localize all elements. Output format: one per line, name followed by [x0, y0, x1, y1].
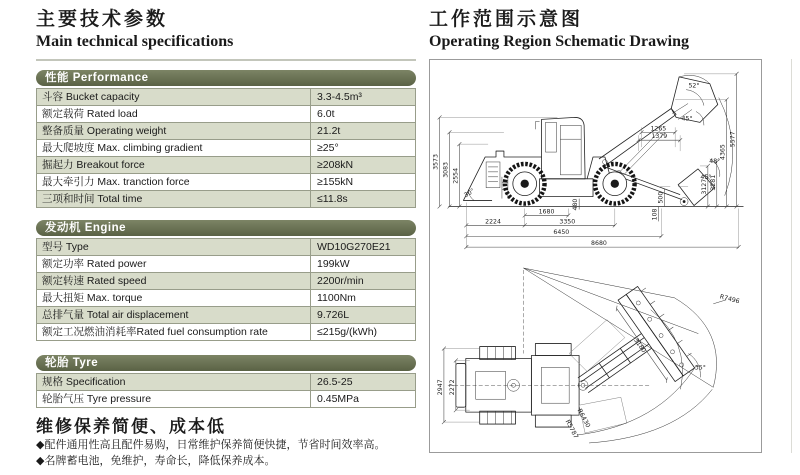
spec-value: WD10G270E21: [317, 241, 391, 253]
page-edge-line: [791, 59, 792, 453]
spec-label: 掘起力 Breakout force: [37, 157, 311, 173]
specs-column: [36, 8, 416, 469]
table-row: [37, 256, 415, 273]
dim-label: 8680: [591, 240, 607, 248]
dim-label: 4365: [719, 144, 727, 160]
performance-header: 性能 Performance: [36, 70, 416, 86]
table-row: [37, 374, 415, 391]
dim-label: 108: [651, 208, 659, 221]
spec-value: 26.5-25: [317, 376, 353, 388]
angle-label: 45°: [700, 173, 712, 181]
spec-value: ≥155kN: [317, 176, 354, 188]
table-row: [37, 140, 415, 157]
radius-label: R6430: [575, 407, 592, 429]
page-title-en: Main technical specifications: [36, 33, 234, 50]
maintenance-bullet: ◆名牌蓄电池，免维护，寿命长，降低保养成本。: [36, 455, 276, 467]
spec-value: ≥208kN: [317, 159, 354, 171]
spec-label: 最大爬坡度 Max. climbing gradient: [37, 140, 311, 156]
spec-label: 额定转速 Rated speed: [37, 273, 311, 289]
spec-label: 斗容 Bucket capacity: [37, 89, 311, 105]
spec-value: 3.3-4.5m³: [317, 91, 362, 103]
drawing-column-title: [429, 8, 794, 51]
title-divider: [36, 59, 416, 61]
angle-label: 52°: [688, 82, 700, 90]
spec-value: ≤11.8s: [317, 193, 348, 205]
top-view-svg: [430, 257, 761, 452]
dim-label: 1680: [538, 208, 555, 216]
spec-value: ≥25°: [317, 142, 339, 154]
spec-label: 整备质量 Operating weight: [37, 123, 311, 139]
spec-label: 规格 Specification: [37, 374, 311, 390]
dim-label: 2224: [485, 218, 501, 226]
dim-label: 1265: [650, 125, 667, 133]
dim-label: 2947: [436, 379, 444, 396]
tyre-header: 轮胎 Tyre: [36, 355, 416, 371]
spec-value: 2200r/min: [317, 275, 364, 287]
maintenance-heading: 维修保养简便、成本低: [36, 417, 226, 436]
engine-header: 发动机 Engine: [36, 220, 416, 236]
dim-label: 1379: [651, 133, 668, 141]
dim-label: 500: [657, 191, 665, 204]
table-row: [37, 191, 415, 207]
engine-table: [36, 220, 416, 341]
dim-label: 3127: [700, 178, 708, 195]
spec-value: 199kW: [317, 258, 350, 270]
dim-label: 3083: [442, 161, 450, 178]
spec-value: 1100Nm: [317, 292, 356, 304]
spec-value: ≤215g/(kWh): [317, 326, 378, 338]
dim-label: 2554: [452, 167, 460, 184]
dim-label: 3350: [559, 218, 576, 226]
spec-label: 轮胎气压 Tyre pressure: [37, 391, 311, 407]
angle-label: 48°: [709, 157, 721, 165]
dim-label: 2272: [448, 379, 456, 396]
table-row: [37, 157, 415, 174]
angle-label: 35°: [694, 364, 706, 372]
table-row: [37, 174, 415, 191]
table-row: [37, 106, 415, 123]
spec-value: 6.0t: [317, 108, 335, 120]
maintenance-note: [36, 416, 416, 469]
spec-value: 9.726L: [317, 309, 350, 321]
radius-label: R5787: [563, 418, 580, 440]
spec-value: 0.45MPa: [317, 393, 360, 405]
dimension-labels: [437, 293, 740, 440]
angle-label: 45°: [681, 115, 693, 123]
tyre-table: [36, 355, 416, 408]
dim-label: 3573: [432, 154, 440, 170]
dim-label: 5577: [729, 131, 737, 148]
spec-label: 额定工况燃油消耗率Rated fuel consumption rate: [37, 324, 311, 340]
radius-label: R7496: [718, 293, 741, 306]
table-row: [37, 239, 415, 256]
spec-label: 三项和时间 Total time: [37, 191, 311, 207]
table-row: [37, 324, 415, 340]
drawing-title-zh: 工作范围示意图: [429, 9, 584, 30]
dim-label: 3180: [632, 337, 648, 355]
side-view-svg: [430, 60, 761, 257]
spec-label: 最大牵引力 Max. tranction force: [37, 174, 311, 190]
table-row: [37, 89, 415, 106]
drawing-title-en: Operating Region Schematic Drawing: [429, 33, 689, 50]
spec-label: 额定功率 Rated power: [37, 256, 311, 272]
table-row: [37, 290, 415, 307]
table-row: [37, 123, 415, 140]
table-row: [37, 273, 415, 290]
dim-label: 6450: [553, 229, 570, 237]
maintenance-bullet: ◆配件通用性高且配件易购，日常维护保养简便快捷，节省时间效率高。: [36, 439, 386, 451]
dim-label: 3281: [709, 174, 717, 191]
side-view-drawing: [429, 59, 762, 258]
dim-label: 480: [572, 198, 580, 211]
loader-side-silhouette: [463, 75, 732, 205]
angle-label: 30°: [462, 187, 477, 200]
spec-label: 型号 Type: [37, 239, 311, 255]
spec-label: 最大扭矩 Max. torque: [37, 290, 311, 306]
top-view-drawing: [429, 257, 762, 453]
table-row: [37, 307, 415, 324]
spec-label: 额定载荷 Rated load: [37, 106, 311, 122]
performance-table: [36, 70, 416, 208]
spec-label: 总排气量 Total air displacement: [37, 307, 311, 323]
spec-value: 21.2t: [317, 125, 341, 137]
table-row: [37, 391, 415, 407]
page-title-zh: 主要技术参数: [36, 9, 169, 30]
